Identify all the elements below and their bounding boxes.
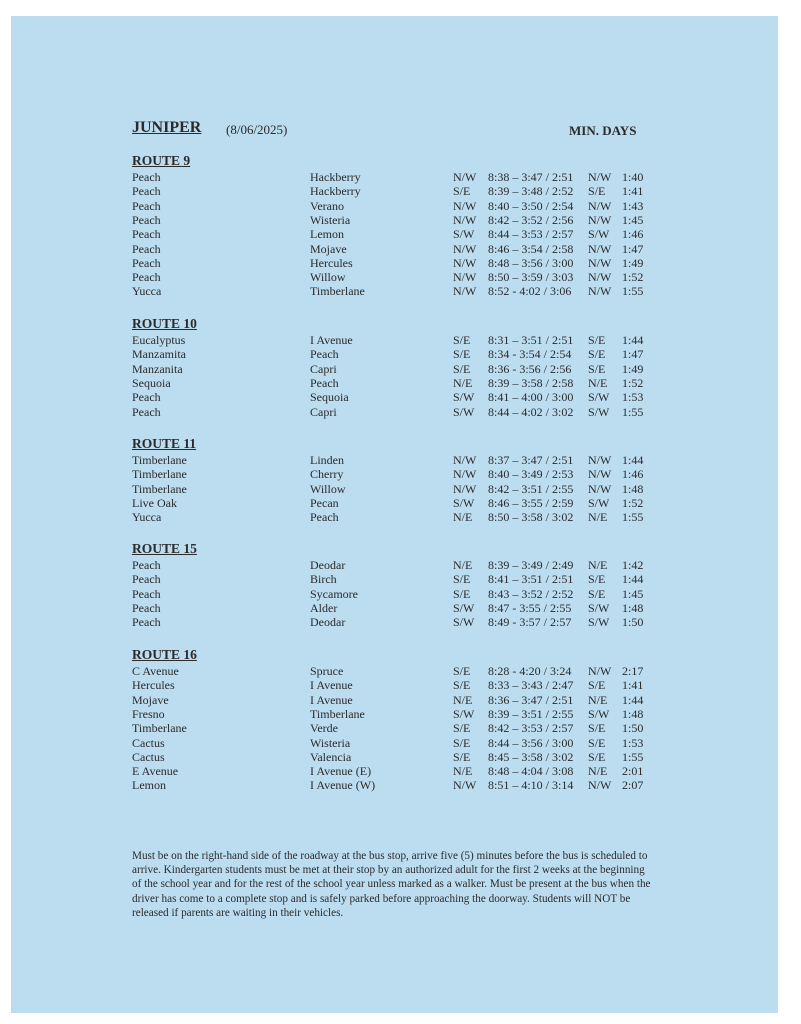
stop-min-day-time: 1:46: [622, 467, 644, 482]
stop-times: 8:28 - 4:20 / 3:24: [488, 664, 572, 678]
stop-cross-street: Verde: [310, 721, 338, 736]
stop-min-day-time: 1:45: [622, 586, 644, 601]
stop-street: Hercules: [132, 678, 175, 693]
stop-min-day-time: 1:44: [622, 692, 644, 707]
stop-street: Fresno: [132, 706, 165, 721]
stop-street: Peach: [132, 212, 161, 227]
stop-row: [0, 184, 801, 198]
stop-min-day-time: 1:55: [622, 284, 644, 299]
stop-street: Peach: [132, 558, 161, 572]
stop-times: 8:49 - 3:57 / 2:57: [488, 615, 572, 630]
stop-cross-street: Hackberry: [310, 184, 361, 199]
schedule-date: (8/06/2025): [226, 122, 288, 137]
stop-times: 8:36 – 3:47 / 2:51: [488, 692, 574, 707]
stop-min-day-direction: S/E: [588, 735, 606, 750]
min-days-heading: MIN. DAYS: [569, 123, 637, 138]
stop-min-day-time: 1:50: [622, 615, 644, 630]
stop-times: 8:51 – 4:10 / 3:14: [488, 778, 574, 793]
stop-cross-street: Wisteria: [310, 212, 351, 227]
stop-cross-street: I Avenue (E): [310, 764, 372, 779]
stop-street: Timberlane: [132, 467, 187, 482]
stop-cross-street: Mojave: [310, 241, 347, 256]
stop-min-day-time: 1:55: [622, 510, 644, 525]
stop-street: Peach: [132, 390, 161, 405]
stop-cross-street: Valencia: [310, 749, 352, 764]
stop-min-day-direction: S/E: [588, 749, 606, 764]
stop-min-day-direction: S/W: [588, 495, 610, 510]
stop-times: 8:40 – 3:50 / 2:54: [488, 198, 574, 213]
stop-min-day-direction: N/W: [588, 212, 612, 227]
stop-direction: S/E: [453, 347, 471, 362]
stop-row: [0, 284, 801, 298]
stop-times: 8:47 - 3:55 / 2:55: [488, 600, 572, 615]
stop-row: [0, 615, 801, 629]
stop-min-day-time: 1:43: [622, 198, 644, 213]
stop-row: [0, 693, 801, 707]
stop-direction: S/W: [453, 706, 475, 721]
stop-street: Peach: [132, 404, 161, 419]
stop-row: [0, 390, 801, 404]
stop-cross-street: I Avenue: [310, 333, 353, 347]
stop-times: 8:31 – 3:51 / 2:51: [488, 333, 574, 347]
stop-cross-street: I Avenue (W): [310, 778, 376, 793]
stop-times: 8:43 – 3:52 / 2:52: [488, 586, 574, 601]
stop-times: 8:39 – 3:48 / 2:52: [488, 184, 574, 199]
stop-min-day-direction: N/W: [588, 467, 612, 482]
stop-street: Manzanita: [132, 361, 183, 376]
stop-min-day-direction: N/E: [588, 764, 608, 779]
stop-min-day-direction: S/E: [588, 721, 606, 736]
stop-direction: S/E: [453, 333, 471, 347]
stop-min-day-time: 1:44: [622, 572, 644, 587]
stop-cross-street: Hercules: [310, 255, 353, 270]
stop-cross-street: Peach: [310, 375, 339, 390]
stop-row: [0, 601, 801, 615]
stop-row: [0, 721, 801, 735]
stop-times: 8:48 – 3:56 / 3:00: [488, 255, 574, 270]
stop-row: [0, 453, 801, 467]
stop-min-day-time: 1:50: [622, 721, 644, 736]
stop-min-day-direction: S/W: [588, 600, 610, 615]
route-title: ROUTE 9: [132, 153, 191, 168]
stop-direction: N/W: [453, 284, 477, 299]
stop-min-day-direction: N/W: [588, 241, 612, 256]
stop-row: [0, 510, 801, 524]
stop-times: 8:46 – 3:54 / 2:58: [488, 241, 574, 256]
stop-row: [0, 199, 801, 213]
stop-min-day-direction: S/E: [588, 333, 606, 347]
stop-direction: N/E: [453, 510, 473, 525]
stop-min-day-time: 1:44: [622, 453, 644, 467]
stop-street: Peach: [132, 615, 161, 630]
stop-direction: N/W: [453, 255, 477, 270]
stop-min-day-time: 1:52: [622, 375, 644, 390]
stop-cross-street: Willow: [310, 270, 346, 285]
stop-times: 8:48 – 4:04 / 3:08: [488, 764, 574, 779]
stop-cross-street: Lemon: [310, 227, 344, 242]
stop-direction: S/E: [453, 572, 471, 587]
stop-min-day-direction: N/W: [588, 481, 612, 496]
stop-times: 8:42 – 3:51 / 2:55: [488, 481, 574, 496]
stop-row: [0, 347, 801, 361]
stop-direction: N/W: [453, 212, 477, 227]
stop-street: Manzamita: [132, 347, 186, 362]
stop-min-day-time: 1:48: [622, 706, 644, 721]
stop-cross-street: Linden: [310, 453, 344, 467]
stop-min-day-direction: N/E: [588, 510, 608, 525]
stop-direction: N/E: [453, 764, 473, 779]
stop-times: 8:39 – 3:49 / 2:49: [488, 558, 574, 572]
stop-times: 8:52 - 4:02 / 3:06: [488, 284, 572, 299]
stop-min-day-time: 1:46: [622, 227, 644, 242]
stop-street: Timberlane: [132, 721, 187, 736]
stop-direction: S/E: [453, 361, 471, 376]
stop-cross-street: Willow: [310, 481, 346, 496]
stop-cross-street: I Avenue: [310, 692, 353, 707]
stop-street: Peach: [132, 170, 161, 184]
stop-min-day-direction: N/W: [588, 270, 612, 285]
stop-cross-street: Timberlane: [310, 284, 365, 299]
stop-times: 8:44 – 4:02 / 3:02: [488, 404, 574, 419]
stop-min-day-time: 1:55: [622, 749, 644, 764]
stop-times: 8:42 – 3:53 / 2:57: [488, 721, 574, 736]
stop-direction: N/W: [453, 467, 477, 482]
stop-row: [0, 213, 801, 227]
stop-street: Yucca: [132, 510, 162, 525]
stop-cross-street: I Avenue: [310, 678, 353, 693]
stop-row: [0, 558, 801, 572]
stop-min-day-time: 1:45: [622, 212, 644, 227]
bus-stop-notice: Must be on the right-hand side of the roadway at the bus stop, arrive five (5) minutes before the bus is scheduled to arrive. Kindergarten students must be met at their stop by an authorized adult for the first 2 weeks at the beginning of the school year and for the rest of the school year unless marked as a walker. Must be present at the bus when the driver has come to a complete stop and is safely parked before approaching the doorway. Students will NOT be released if parents are waiting in their vehicles.: [132, 850, 651, 919]
stop-min-day-direction: N/W: [588, 255, 612, 270]
stop-times: 8:44 – 3:53 / 2:57: [488, 227, 574, 242]
stop-min-day-direction: N/W: [588, 664, 612, 678]
stop-street: Timberlane: [132, 481, 187, 496]
stop-direction: N/E: [453, 558, 473, 572]
stop-times: 8:46 – 3:55 / 2:59: [488, 495, 574, 510]
stop-row: [0, 242, 801, 256]
stop-row: [0, 678, 801, 692]
stop-cross-street: Sycamore: [310, 586, 358, 601]
stop-direction: N/E: [453, 375, 473, 390]
stop-min-day-time: 2:07: [622, 778, 644, 793]
stop-min-day-time: 1:52: [622, 270, 644, 285]
stop-direction: S/W: [453, 615, 475, 630]
stop-direction: N/W: [453, 198, 477, 213]
stop-min-day-time: 1:48: [622, 600, 644, 615]
stop-direction: N/W: [453, 778, 477, 793]
stop-min-day-direction: N/W: [588, 778, 612, 793]
route-title: ROUTE 15: [132, 541, 197, 556]
stop-row: [0, 376, 801, 390]
stop-min-day-direction: S/W: [588, 227, 610, 242]
stop-min-day-direction: S/W: [588, 390, 610, 405]
stop-min-day-direction: N/W: [588, 198, 612, 213]
stop-street: Peach: [132, 600, 161, 615]
stop-min-day-direction: N/W: [588, 284, 612, 299]
stop-direction: S/W: [453, 227, 475, 242]
stop-times: 8:39 – 3:51 / 2:55: [488, 706, 574, 721]
stop-street: Cactus: [132, 749, 165, 764]
stop-min-day-direction: S/W: [588, 404, 610, 419]
stop-street: Peach: [132, 270, 161, 285]
stop-street: E Avenue: [132, 764, 179, 779]
stop-direction: N/W: [453, 453, 477, 467]
stop-row: [0, 362, 801, 376]
stop-min-day-direction: N/E: [588, 558, 608, 572]
stop-min-day-time: 1:47: [622, 347, 644, 362]
stop-times: 8:36 - 3:56 / 2:56: [488, 361, 572, 376]
stop-times: 8:41 – 4:00 / 3:00: [488, 390, 574, 405]
stop-row: [0, 467, 801, 481]
stop-street: Peach: [132, 198, 161, 213]
stop-times: 8:41 – 3:51 / 2:51: [488, 572, 574, 587]
stop-cross-street: Capri: [310, 404, 337, 419]
stop-min-day-direction: N/E: [588, 692, 608, 707]
stop-times: 8:45 – 3:58 / 3:02: [488, 749, 574, 764]
stop-cross-street: Deodar: [310, 615, 346, 630]
stop-min-day-direction: S/E: [588, 572, 606, 587]
stop-street: Timberlane: [132, 453, 187, 467]
stop-street: Sequoia: [132, 375, 171, 390]
stop-min-day-direction: S/E: [588, 586, 606, 601]
stop-times: 8:38 – 3:47 / 2:51: [488, 170, 574, 184]
stop-direction: S/W: [453, 404, 475, 419]
stop-street: Mojave: [132, 692, 169, 707]
route-title: ROUTE 16: [132, 647, 197, 662]
stop-direction: N/E: [453, 692, 473, 707]
stop-row: [0, 778, 801, 792]
stop-cross-street: Pecan: [310, 495, 339, 510]
stop-direction: N/W: [453, 241, 477, 256]
stop-min-day-direction: S/E: [588, 361, 606, 376]
stop-direction: S/E: [453, 184, 471, 199]
stop-cross-street: Spruce: [310, 664, 344, 678]
stop-cross-street: Wisteria: [310, 735, 351, 750]
stop-times: 8:39 – 3:58 / 2:58: [488, 375, 574, 390]
stop-direction: S/E: [453, 586, 471, 601]
stop-street: Peach: [132, 572, 161, 587]
stop-direction: S/E: [453, 735, 471, 750]
stop-min-day-time: 1:52: [622, 495, 644, 510]
stop-cross-street: Timberlane: [310, 706, 365, 721]
stop-direction: S/W: [453, 495, 475, 510]
stop-row: [0, 750, 801, 764]
stop-direction: N/W: [453, 170, 477, 184]
stop-times: 8:50 – 3:58 / 3:02: [488, 510, 574, 525]
stop-min-day-direction: N/E: [588, 375, 608, 390]
stop-row: [0, 587, 801, 601]
stop-cross-street: Capri: [310, 361, 337, 376]
stop-direction: N/W: [453, 270, 477, 285]
stop-min-day-time: 1:47: [622, 241, 644, 256]
stop-direction: N/W: [453, 481, 477, 496]
stop-min-day-direction: S/W: [588, 615, 610, 630]
stop-street: Peach: [132, 227, 161, 242]
stop-street: Live Oak: [132, 495, 177, 510]
stop-min-day-time: 1:53: [622, 735, 644, 750]
stop-direction: S/E: [453, 721, 471, 736]
stop-min-day-direction: N/W: [588, 453, 612, 467]
stop-street: Peach: [132, 184, 161, 199]
stop-row: [0, 227, 801, 241]
stop-street: Lemon: [132, 778, 166, 793]
stop-times: 8:50 – 3:59 / 3:03: [488, 270, 574, 285]
stop-row: [0, 482, 801, 496]
stop-cross-street: Alder: [310, 600, 338, 615]
stop-min-day-direction: S/W: [588, 706, 610, 721]
stop-row: [0, 572, 801, 586]
stop-min-day-time: 1:42: [622, 558, 644, 572]
stop-direction: S/E: [453, 749, 471, 764]
stop-min-day-time: 2:01: [622, 764, 644, 779]
stop-times: 8:40 – 3:49 / 2:53: [488, 467, 574, 482]
stop-street: Peach: [132, 586, 161, 601]
stop-min-day-time: 1:41: [622, 184, 644, 199]
stop-min-day-time: 1:40: [622, 170, 644, 184]
stop-direction: S/E: [453, 664, 471, 678]
stop-row: [0, 405, 801, 419]
stop-row: [0, 496, 801, 510]
stop-min-day-direction: S/E: [588, 678, 606, 693]
stop-row: [0, 170, 801, 184]
stop-min-day-time: 1:41: [622, 678, 644, 693]
stop-times: 8:42 – 3:52 / 2:56: [488, 212, 574, 227]
route-title: ROUTE 10: [132, 316, 197, 331]
stop-min-day-time: 2:17: [622, 664, 644, 678]
stop-min-day-time: 1:48: [622, 481, 644, 496]
stop-cross-street: Verano: [310, 198, 344, 213]
stop-min-day-time: 1:49: [622, 255, 644, 270]
stop-cross-street: Deodar: [310, 558, 346, 572]
stop-row: [0, 707, 801, 721]
stop-row: [0, 256, 801, 270]
stop-min-day-time: 1:49: [622, 361, 644, 376]
stop-min-day-direction: S/E: [588, 184, 606, 199]
stop-cross-street: Peach: [310, 347, 339, 362]
stop-street: Cactus: [132, 735, 165, 750]
stop-min-day-time: 1:44: [622, 333, 644, 347]
stop-min-day-time: 1:55: [622, 404, 644, 419]
stop-street: C Avenue: [132, 664, 179, 678]
stop-times: 8:34 - 3:54 / 2:54: [488, 347, 572, 362]
stop-street: Yucca: [132, 284, 162, 299]
stop-min-day-direction: N/W: [588, 170, 612, 184]
stop-row: [0, 764, 801, 778]
stop-times: 8:33 – 3:43 / 2:47: [488, 678, 574, 693]
stop-min-day-direction: S/E: [588, 347, 606, 362]
stop-times: 8:37 – 3:47 / 2:51: [488, 453, 574, 467]
stop-direction: S/E: [453, 678, 471, 693]
stop-street: Peach: [132, 241, 161, 256]
route-title: ROUTE 11: [132, 436, 197, 451]
stop-street: Peach: [132, 255, 161, 270]
stop-row: [0, 736, 801, 750]
stop-cross-street: Birch: [310, 572, 337, 587]
stop-direction: S/W: [453, 600, 475, 615]
stop-cross-street: Peach: [310, 510, 339, 525]
stop-row: [0, 270, 801, 284]
stop-direction: S/W: [453, 390, 475, 405]
stop-times: 8:44 – 3:56 / 3:00: [488, 735, 574, 750]
stop-row: [0, 333, 801, 347]
stop-cross-street: Cherry: [310, 467, 344, 482]
stop-row: [0, 664, 801, 678]
stop-cross-street: Hackberry: [310, 170, 361, 184]
stop-street: Eucalyptus: [132, 333, 186, 347]
school-title: JUNIPER: [132, 119, 202, 136]
stop-cross-street: Sequoia: [310, 390, 349, 405]
stop-min-day-time: 1:53: [622, 390, 644, 405]
